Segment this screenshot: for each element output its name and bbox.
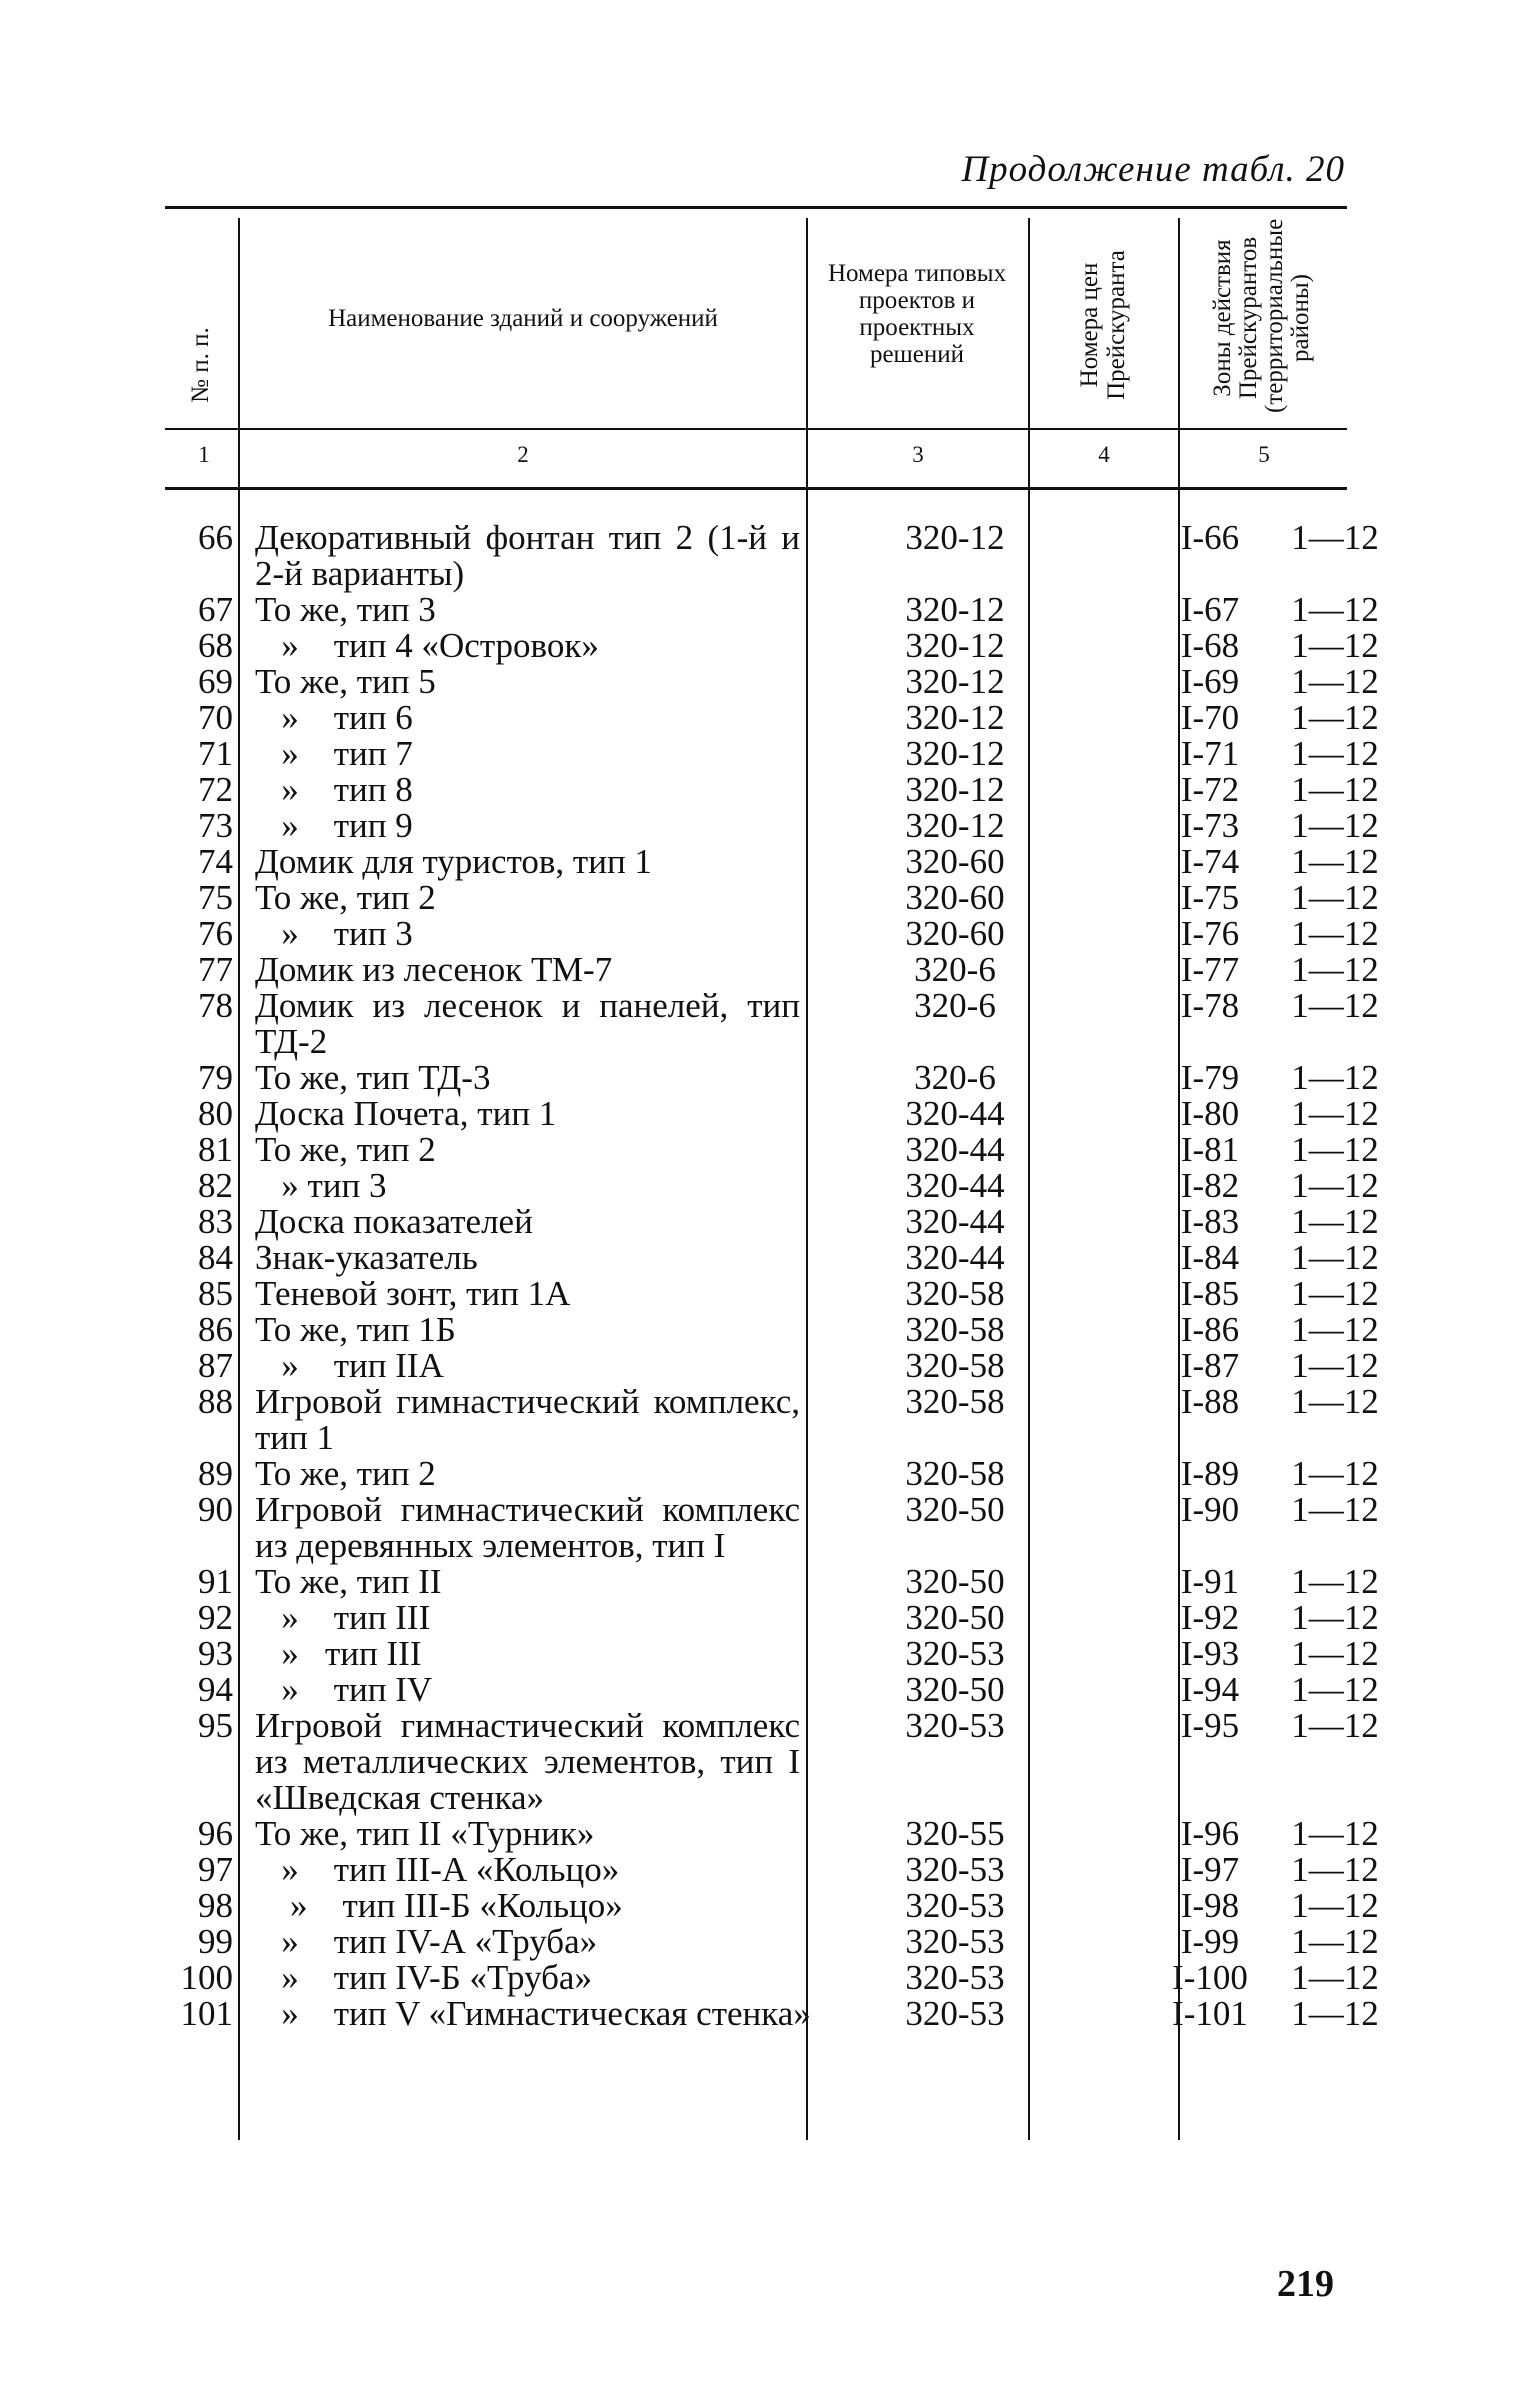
- row-zone: 1—12: [1291, 986, 1379, 1025]
- row-zone: 1—12: [1291, 1238, 1379, 1277]
- row-project-number: 320-44: [905, 1130, 1005, 1169]
- row-zone: 1—12: [1291, 842, 1379, 881]
- row-project-number: 320-53: [905, 1994, 1005, 2033]
- row-name: То же, тип 2: [255, 878, 436, 917]
- table-row: [165, 734, 1379, 773]
- row-number: 85: [198, 1274, 233, 1313]
- row-project-number: 320-60: [905, 914, 1005, 953]
- table-top-rule: [165, 206, 1347, 209]
- row-number: 86: [198, 1310, 233, 1349]
- row-name: Игровой гимнастический комплекс из металлических элементов, тип I «Шведская стенка»: [255, 1706, 800, 1817]
- row-project-number: 320-58: [905, 1346, 1005, 1385]
- table-row: [165, 1382, 1379, 1457]
- table-row: [165, 1562, 1379, 1601]
- table-row: [165, 1274, 1379, 1313]
- row-number: 101: [180, 1994, 233, 2033]
- row-project-number: 320-53: [905, 1886, 1005, 1925]
- row-price-number: I-84: [1180, 1238, 1240, 1277]
- row-price-number: I-89: [1180, 1454, 1240, 1493]
- row-zone: 1—12: [1291, 1274, 1379, 1313]
- row-number: 67: [198, 590, 233, 629]
- page-number: 219: [1277, 2263, 1334, 2305]
- row-number: 92: [198, 1598, 233, 1637]
- row-name: » тип 3: [255, 1166, 387, 1205]
- row-zone: 1—12: [1291, 1562, 1379, 1601]
- table-row: [165, 1814, 1379, 1853]
- table-row: [165, 950, 1379, 989]
- row-project-number: 320-6: [914, 950, 996, 989]
- row-number: 81: [198, 1130, 233, 1169]
- row-number: 74: [198, 842, 233, 881]
- table-row: [165, 914, 1379, 953]
- row-name: То же, тип 5: [255, 662, 436, 701]
- row-name: Игровой гимнастический комплекс из деревянных элементов, тип I: [255, 1490, 800, 1565]
- row-zone: 1—12: [1291, 1886, 1379, 1925]
- table-row: [165, 698, 1379, 737]
- row-number: 97: [198, 1850, 233, 1889]
- row-price-number: I-68: [1180, 626, 1240, 665]
- table-row: [165, 878, 1379, 917]
- row-name: Декоративный фонтан тип 2 (1-й и 2-й варианты): [255, 518, 800, 593]
- row-project-number: 320-53: [905, 1850, 1005, 1889]
- row-name: То же, тип 2: [255, 1454, 436, 1493]
- row-price-number: I-96: [1180, 1814, 1240, 1853]
- row-project-number: 320-60: [905, 878, 1005, 917]
- row-zone: 1—12: [1291, 1922, 1379, 1961]
- table-row: [165, 1490, 1379, 1565]
- row-number: 78: [198, 986, 233, 1025]
- row-number: 72: [198, 770, 233, 809]
- row-zone: 1—12: [1291, 1202, 1379, 1241]
- table-row: [165, 1994, 1379, 2033]
- row-price-number: I-73: [1180, 806, 1240, 845]
- row-number: 71: [198, 734, 233, 773]
- header-number: № п. п.: [187, 327, 214, 403]
- row-number: 70: [198, 698, 233, 737]
- row-project-number: 320-53: [905, 1958, 1005, 1997]
- row-name: » тип 8: [255, 770, 413, 809]
- row-number: 99: [198, 1922, 233, 1961]
- header-bottom-rule: [165, 428, 1347, 430]
- row-price-number: I-98: [1180, 1886, 1240, 1925]
- row-price-number: I-83: [1180, 1202, 1240, 1241]
- row-project-number: 320-12: [905, 698, 1005, 737]
- row-zone: 1—12: [1291, 734, 1379, 773]
- row-number: 79: [198, 1058, 233, 1097]
- column-number-3: 3: [912, 442, 924, 467]
- row-project-number: 320-58: [905, 1274, 1005, 1313]
- table-row: [165, 1850, 1379, 1889]
- row-price-number: I-90: [1180, 1490, 1240, 1529]
- row-zone: 1—12: [1291, 1346, 1379, 1385]
- row-price-number: I-95: [1180, 1706, 1240, 1745]
- row-name: Знак-указатель: [255, 1238, 478, 1277]
- row-price-number: I-99: [1180, 1922, 1240, 1961]
- header-project-numbers: Номера типовых проектов и проектных решений: [827, 260, 1007, 368]
- row-name: То же, тип ТД-3: [255, 1058, 491, 1097]
- row-price-number: I-81: [1180, 1130, 1240, 1169]
- row-zone: 1—12: [1291, 518, 1379, 557]
- row-number: 75: [198, 878, 233, 917]
- row-zone: 1—12: [1291, 1130, 1379, 1169]
- row-number: 68: [198, 626, 233, 665]
- row-zone: 1—12: [1291, 1994, 1379, 2033]
- row-price-number: I-93: [1180, 1634, 1240, 1673]
- table-row: [165, 626, 1379, 665]
- table-row: [165, 1922, 1379, 1961]
- row-name: Домик из лесенок ТМ-7: [255, 950, 613, 989]
- table-row: [165, 1598, 1379, 1637]
- column-number-2: 2: [517, 442, 529, 467]
- row-name: То же, тип 2: [255, 1130, 436, 1169]
- row-zone: 1—12: [1291, 1670, 1379, 1709]
- row-zone: 1—12: [1291, 626, 1379, 665]
- row-name: » тип III-Б «Кольцо»: [255, 1886, 623, 1925]
- row-name: » тип 9: [255, 806, 413, 845]
- row-zone: 1—12: [1291, 878, 1379, 917]
- row-price-number: I-69: [1180, 662, 1240, 701]
- table-row: [165, 1166, 1379, 1205]
- table-row: [165, 1310, 1379, 1349]
- row-name: » тип IV: [255, 1670, 433, 1709]
- row-project-number: 320-50: [905, 1562, 1005, 1601]
- row-project-number: 320-12: [905, 662, 1005, 701]
- row-name: » тип 3: [255, 914, 413, 953]
- row-project-number: 320-12: [905, 518, 1005, 557]
- table-row: [165, 770, 1379, 809]
- row-number: 100: [180, 1958, 233, 1997]
- row-zone: 1—12: [1291, 1058, 1379, 1097]
- table-row: [165, 1706, 1379, 1817]
- row-zone: 1—12: [1291, 590, 1379, 629]
- row-number: 87: [198, 1346, 233, 1385]
- row-number: 73: [198, 806, 233, 845]
- row-price-number: I-66: [1180, 518, 1240, 557]
- row-zone: 1—12: [1291, 1634, 1379, 1673]
- column-number-4: 4: [1098, 442, 1110, 467]
- row-number: 66: [198, 518, 233, 557]
- row-project-number: 320-44: [905, 1166, 1005, 1205]
- row-number: 98: [198, 1886, 233, 1925]
- row-number: 96: [198, 1814, 233, 1853]
- table-row: [165, 842, 1379, 881]
- row-zone: 1—12: [1291, 914, 1379, 953]
- table-row: [165, 1346, 1379, 1385]
- row-project-number: 320-53: [905, 1634, 1005, 1673]
- table-row: [165, 806, 1379, 845]
- row-price-number: I-85: [1180, 1274, 1240, 1313]
- row-zone: 1—12: [1291, 698, 1379, 737]
- row-name: » тип 6: [255, 698, 413, 737]
- row-name: То же, тип II: [255, 1562, 442, 1601]
- row-project-number: 320-12: [905, 590, 1005, 629]
- table-row: [165, 662, 1379, 701]
- row-project-number: 320-44: [905, 1094, 1005, 1133]
- row-zone: 1—12: [1291, 1490, 1379, 1529]
- table-row: [165, 1238, 1379, 1277]
- row-price-number: I-92: [1180, 1598, 1240, 1637]
- row-price-number: I-94: [1180, 1670, 1240, 1709]
- row-name: » тип IIА: [255, 1346, 444, 1385]
- row-number: 94: [198, 1670, 233, 1709]
- header-zones: Зоны действия Прейскурантов (территориальные районы): [1209, 218, 1314, 413]
- row-name: То же, тип 1Б: [255, 1310, 456, 1349]
- table-row: [165, 1958, 1379, 1997]
- row-name: Доска Почета, тип 1: [255, 1094, 557, 1133]
- row-number: 88: [198, 1382, 233, 1421]
- row-project-number: 320-6: [914, 986, 996, 1025]
- row-price-number: I-78: [1180, 986, 1240, 1025]
- row-zone: 1—12: [1291, 1382, 1379, 1421]
- row-price-number: I-100: [1172, 1958, 1248, 1997]
- row-project-number: 320-50: [905, 1670, 1005, 1709]
- row-zone: 1—12: [1291, 1706, 1379, 1745]
- row-zone: 1—12: [1291, 1094, 1379, 1133]
- row-price-number: I-86: [1180, 1310, 1240, 1349]
- row-zone: 1—12: [1291, 1850, 1379, 1889]
- row-price-number: I-74: [1180, 842, 1240, 881]
- table-row: [165, 1130, 1379, 1169]
- row-name: » тип 7: [255, 734, 413, 773]
- row-project-number: 320-60: [905, 842, 1005, 881]
- row-project-number: 320-44: [905, 1202, 1005, 1241]
- row-name: Домик из лесенок и панелей, тип ТД-2: [255, 986, 800, 1061]
- row-number: 93: [198, 1634, 233, 1673]
- row-price-number: I-80: [1180, 1094, 1240, 1133]
- row-name: » тип III-А «Кольцо»: [255, 1850, 620, 1889]
- row-number: 84: [198, 1238, 233, 1277]
- row-price-number: I-97: [1180, 1850, 1240, 1889]
- row-price-number: I-101: [1172, 1994, 1248, 2033]
- row-zone: 1—12: [1291, 1454, 1379, 1493]
- row-number: 90: [198, 1490, 233, 1529]
- table-row: [165, 1454, 1379, 1493]
- row-price-number: I-70: [1180, 698, 1240, 737]
- column-number-5: 5: [1258, 442, 1270, 467]
- row-name: » тип V «Гимнастическая стенка»: [255, 1994, 811, 2033]
- row-zone: 1—12: [1291, 1598, 1379, 1637]
- row-zone: 1—12: [1291, 662, 1379, 701]
- row-zone: 1—12: [1291, 1310, 1379, 1349]
- row-project-number: 320-12: [905, 626, 1005, 665]
- row-zone: 1—12: [1291, 1958, 1379, 1997]
- row-price-number: I-77: [1180, 950, 1240, 989]
- row-project-number: 320-12: [905, 806, 1005, 845]
- row-number: 83: [198, 1202, 233, 1241]
- table-body: [165, 518, 1379, 2033]
- row-project-number: 320-58: [905, 1454, 1005, 1493]
- table-row: [165, 1886, 1379, 1925]
- table-row: [165, 518, 1379, 593]
- row-zone: 1—12: [1291, 950, 1379, 989]
- column-number-1: 1: [198, 442, 210, 467]
- row-project-number: 320-53: [905, 1922, 1005, 1961]
- row-name: Доска показателей: [255, 1202, 533, 1241]
- row-price-number: I-91: [1180, 1562, 1240, 1601]
- table-continuation-caption: Продолжение табл. 20: [961, 149, 1345, 190]
- row-name: Игровой гимнастический комплекс, тип 1: [255, 1382, 800, 1457]
- row-number: 82: [198, 1166, 233, 1205]
- row-name: Теневой зонт, тип 1А: [255, 1274, 571, 1313]
- table-row: [165, 1058, 1379, 1097]
- row-price-number: I-79: [1180, 1058, 1240, 1097]
- row-number: 76: [198, 914, 233, 953]
- row-project-number: 320-50: [905, 1490, 1005, 1529]
- row-project-number: 320-55: [905, 1814, 1005, 1853]
- row-price-number: I-67: [1180, 590, 1240, 629]
- row-project-number: 320-53: [905, 1706, 1005, 1745]
- row-name: То же, тип 3: [255, 590, 436, 629]
- row-project-number: 320-58: [905, 1382, 1005, 1421]
- row-project-number: 320-58: [905, 1310, 1005, 1349]
- table-row: [165, 1202, 1379, 1241]
- row-name: » тип III: [255, 1634, 422, 1673]
- table-row: [165, 1094, 1379, 1133]
- row-zone: 1—12: [1291, 770, 1379, 809]
- row-name: То же, тип II «Турник»: [255, 1814, 595, 1853]
- row-project-number: 320-50: [905, 1598, 1005, 1637]
- row-price-number: I-87: [1180, 1346, 1240, 1385]
- table-row: [165, 986, 1379, 1061]
- row-price-number: I-75: [1180, 878, 1240, 917]
- row-number: 95: [198, 1706, 233, 1745]
- header-name: Наименование зданий и сооружений: [328, 305, 718, 332]
- table-row: [165, 590, 1379, 629]
- row-project-number: 320-44: [905, 1238, 1005, 1277]
- row-zone: 1—12: [1291, 1166, 1379, 1205]
- row-number: 91: [198, 1562, 233, 1601]
- row-name: » тип IV-Б «Труба»: [255, 1958, 592, 1997]
- row-number: 77: [198, 950, 233, 989]
- header-price-numbers: Номера цен Прейскуранта: [1076, 250, 1130, 400]
- row-number: 69: [198, 662, 233, 701]
- row-number: 80: [198, 1094, 233, 1133]
- row-price-number: I-82: [1180, 1166, 1240, 1205]
- row-price-number: I-76: [1180, 914, 1240, 953]
- row-project-number: 320-12: [905, 770, 1005, 809]
- column-numbers-bottom-rule: [165, 487, 1347, 490]
- row-project-number: 320-6: [914, 1058, 996, 1097]
- row-name: Домик для туристов, тип 1: [255, 842, 652, 881]
- row-name: » тип IV-А «Труба»: [255, 1922, 598, 1961]
- table-row: [165, 1634, 1379, 1673]
- table-row: [165, 1670, 1379, 1709]
- row-zone: 1—12: [1291, 1814, 1379, 1853]
- row-number: 89: [198, 1454, 233, 1493]
- row-price-number: I-71: [1180, 734, 1240, 773]
- row-zone: 1—12: [1291, 806, 1379, 845]
- row-price-number: I-88: [1180, 1382, 1240, 1421]
- row-price-number: I-72: [1180, 770, 1240, 809]
- row-project-number: 320-12: [905, 734, 1005, 773]
- row-name: » тип 4 «Островок»: [255, 626, 599, 665]
- row-name: » тип III: [255, 1598, 431, 1637]
